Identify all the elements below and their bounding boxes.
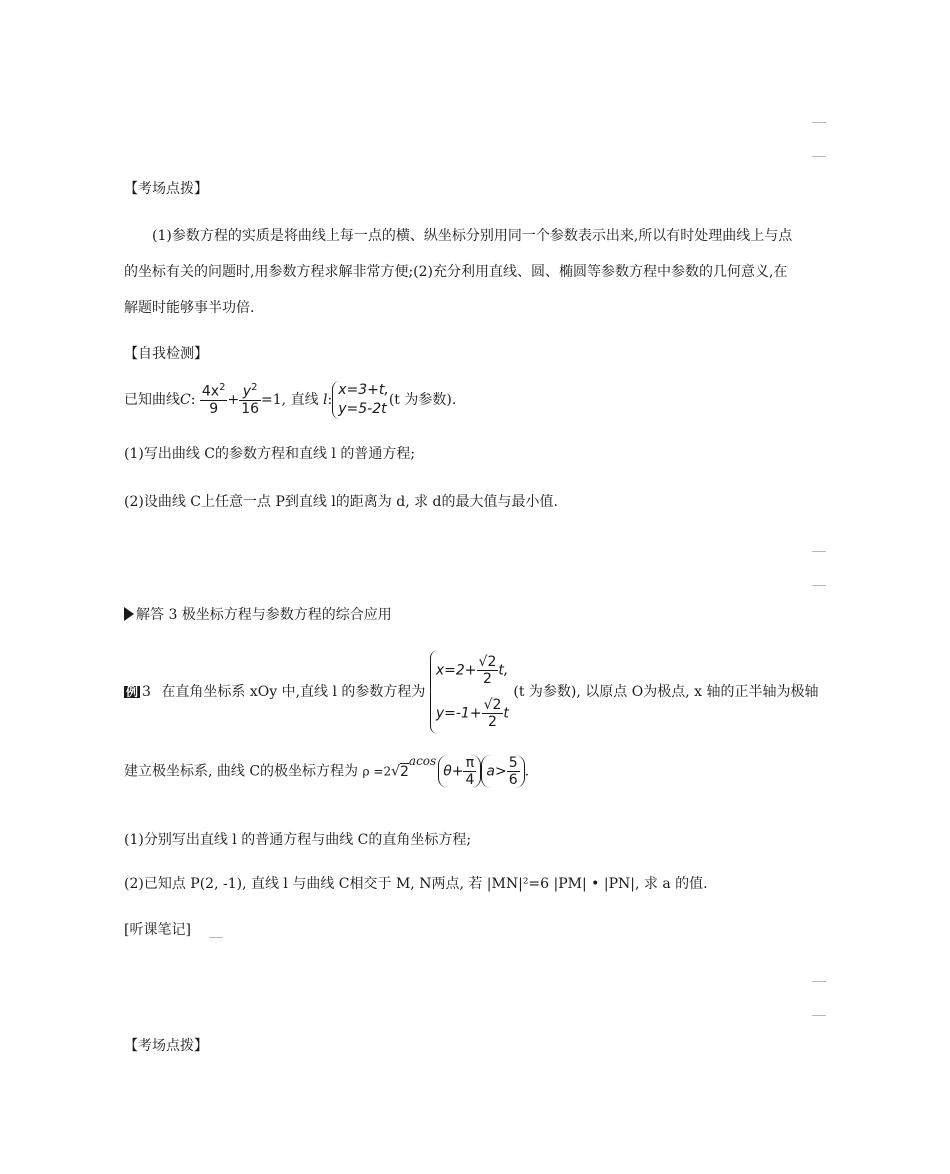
sqrt2-over-2: $\frac{√2}{2}$ — [483, 697, 502, 731]
paren-a — [481, 755, 524, 788]
answer-heading-text: 解答 3 极坐标方程与参数方程的综合应用 — [136, 607, 392, 623]
question-2: (2)已知点 P(2, -1), 直线 l 与曲线 C相交于 M, N两点, 若 |MN|²=6 |PM| • |PN|, 求 a 的值. — [124, 876, 708, 892]
line-text: 建立极坐标系, 曲线 C的极坐标方程为 — [124, 763, 359, 780]
row-param: t — [503, 705, 509, 722]
frac-den: 4 — [465, 772, 475, 789]
margin-dash — [812, 1015, 826, 1016]
margin-dash — [812, 156, 826, 157]
notes-blank-line — [209, 937, 223, 938]
fraction-y2-over-16 — [239, 382, 261, 417]
margin-dash — [812, 981, 826, 982]
frac-num: π — [463, 755, 476, 772]
paren-theta — [438, 755, 481, 788]
line-name: l — [323, 391, 328, 408]
question-2: (2)设曲线 C上任意一点 P到直线 l的距离为 d, 求 d的最大值与最小值. — [124, 494, 558, 510]
exponent: 2 — [251, 382, 258, 394]
system-row-2 — [436, 697, 509, 730]
question-1: (1)分别写出直线 l 的普通方程与曲线 C的直角坐标方程; — [124, 832, 472, 848]
pi-over-4 — [463, 755, 476, 788]
frac-den: 9 — [209, 401, 219, 418]
rho: ρ =2 — [362, 764, 392, 779]
sqrt2-over-2: $\frac{√2}{2}$ — [478, 654, 497, 688]
row-param: t, — [498, 662, 509, 679]
row-lhs: y=-1+ — [435, 705, 482, 722]
frac-num: 4x — [201, 384, 220, 401]
frac-den: 2 — [482, 671, 492, 688]
example-text: 在直角坐标系 xOy 中,直线 l 的参数方程为 — [161, 684, 426, 701]
sqrt-value: 2 — [400, 763, 409, 780]
frac-num: 2 — [492, 697, 502, 714]
problem-intro: 已知曲线 — [124, 391, 180, 408]
notes-label — [124, 919, 223, 939]
margin-dash — [812, 585, 826, 586]
frac-num: 2 — [487, 654, 497, 670]
frac-num: y — [242, 384, 252, 401]
arrow-bullet-icon — [124, 607, 134, 621]
notes-label-text: [听课笔记] — [124, 922, 191, 938]
margin-dash — [812, 551, 826, 552]
system-row-2: y=5-2t — [338, 400, 387, 417]
margin-dash — [812, 122, 826, 123]
curve-name: C — [180, 391, 191, 408]
self-check-heading: 【自我检测】 — [124, 346, 208, 362]
polar-equation-line — [124, 755, 529, 788]
exponent: 2 — [219, 382, 226, 394]
frac-den: 16 — [241, 401, 260, 418]
answer-heading — [124, 604, 392, 624]
five-over-six — [507, 755, 520, 788]
a-condition: a> — [486, 763, 507, 780]
sqrt-2: √2 — [391, 763, 409, 780]
tips-heading: 【考场点拨】 — [124, 1038, 208, 1054]
colon: : — [327, 391, 333, 408]
system-row-1: x=3+t, — [338, 382, 389, 398]
tips-paragraph-line: (1)参数方程的实质是将曲线上每一点的横、纵坐标分别用同一个参数表示出来,所以有时处理曲线上与点 — [152, 228, 793, 244]
example-text: (t 为参数), 以原点 O为极点, x 轴的正半轴为极轴 — [513, 684, 819, 701]
parametric-system — [332, 381, 389, 419]
example-tag: 例 — [126, 685, 139, 700]
self-check-problem — [124, 381, 456, 419]
example-number: 3 — [142, 684, 151, 701]
plus-sign: + — [227, 391, 240, 408]
tips-heading: 【考场点拨】 — [124, 181, 208, 197]
frac-den: 6 — [508, 772, 518, 789]
theta: θ+ — [443, 763, 464, 780]
system-row-1 — [436, 654, 509, 687]
frac-den: 2 — [488, 714, 497, 731]
colon: : — [190, 391, 196, 408]
param-note: (t 为参数). — [388, 391, 457, 408]
row-lhs: x=2+ — [435, 662, 477, 679]
parametric-system — [430, 650, 509, 734]
example-3 — [124, 650, 818, 734]
tips-paragraph-line: 解题时能够事半功倍. — [124, 300, 255, 316]
period: . — [524, 763, 530, 780]
fraction-4x2-over-9 — [200, 382, 228, 417]
frac-num: 5 — [508, 755, 518, 771]
acos: acos — [408, 754, 437, 768]
question-1: (1)写出曲线 C的参数方程和直线 l 的普通方程; — [124, 446, 416, 462]
equals-text: =1, 直线 — [261, 391, 319, 408]
tips-paragraph-line: 的坐标有关的问题时,用参数方程求解非常方便;(2)充分利用直线、圆、椭圆等参数方程中参数的几何意义,在 — [124, 264, 788, 280]
